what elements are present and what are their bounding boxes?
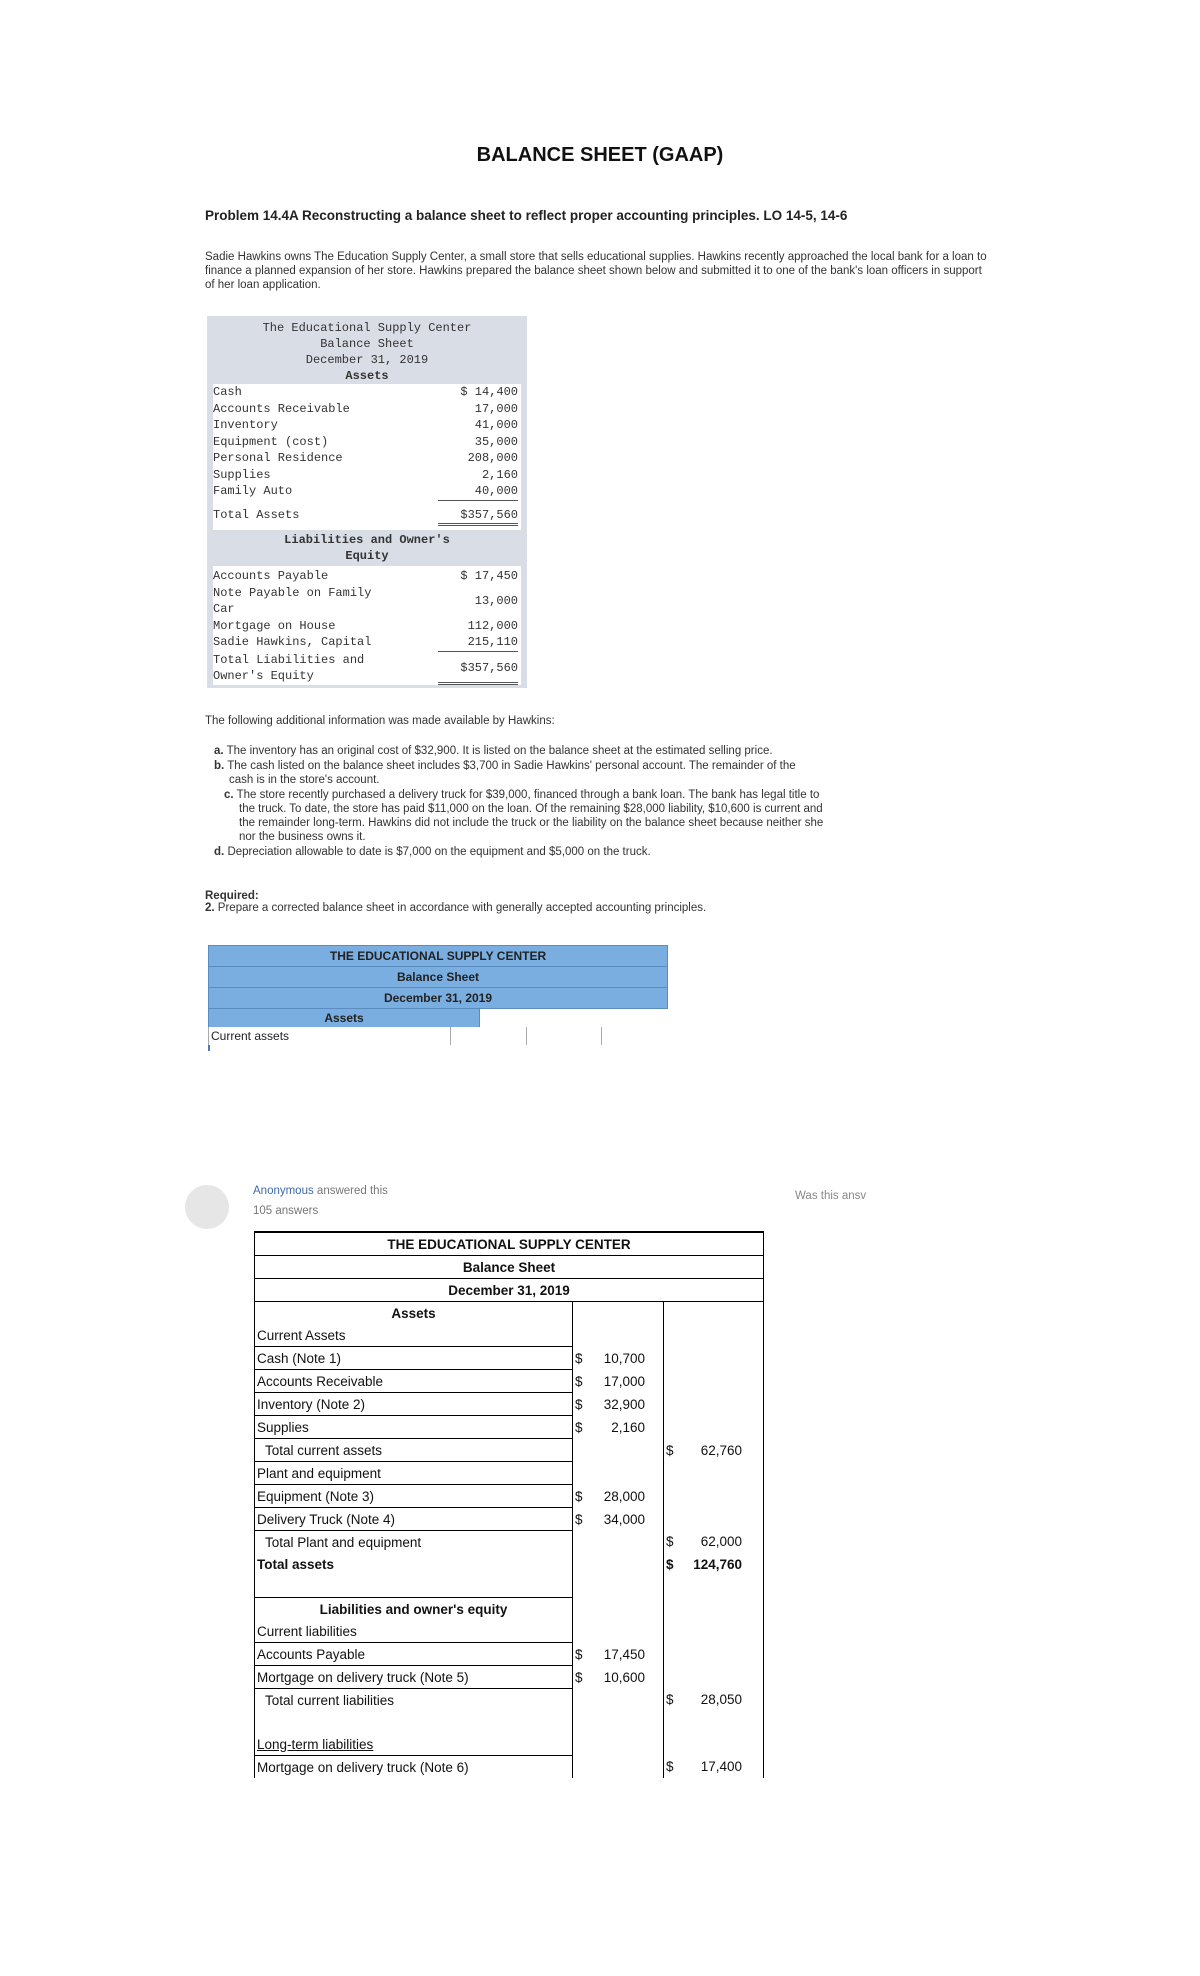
orig-row: Personal Residence 208,000 bbox=[213, 451, 518, 465]
template-company: THE EDUCATIONAL SUPPLY CENTER bbox=[209, 946, 667, 967]
table-row: Inventory (Note 2) $ 32,900 bbox=[255, 1393, 764, 1416]
answer-statement-row: Balance Sheet bbox=[255, 1256, 764, 1279]
table-row: Total current liabilities $ 28,050 bbox=[255, 1689, 764, 1712]
template-current-assets: Current assets bbox=[208, 1027, 450, 1045]
table-row: Total Plant and equipment $ 62,000 bbox=[255, 1531, 764, 1554]
table-row: Plant and equipment bbox=[255, 1462, 764, 1485]
orig-row: Accounts Payable $ 17,450 bbox=[213, 569, 518, 583]
page-title: BALANCE SHEET (GAAP) bbox=[476, 144, 724, 166]
orig-row: Note Payable on Family Car 13,000 bbox=[213, 585, 518, 616]
table-row: Supplies $ 2,160 bbox=[255, 1416, 764, 1439]
table-row bbox=[255, 1575, 764, 1598]
table-row: Mortgage on delivery truck (Note 6) $ 17,400 bbox=[255, 1756, 764, 1779]
helpful-prompt: Was this ansv bbox=[795, 1190, 867, 1202]
orig-row: Supplies 2,160 bbox=[213, 467, 518, 482]
orig-assets-heading: Assets bbox=[345, 369, 389, 383]
info-item-b: b. The cash listed on the balance sheet includes $3,700 in Sadie Hawkins' personal account. The remainder of the cash is in the store's account. bbox=[214, 760, 796, 786]
table-row bbox=[255, 1711, 764, 1733]
orig-row: Inventory 41,000 bbox=[213, 418, 518, 432]
orig-total-assets: Total Assets $357,560 bbox=[213, 507, 521, 527]
required-section bbox=[205, 890, 706, 914]
table-row: Liabilities and owner's equity bbox=[255, 1598, 764, 1621]
orig-row: Mortgage on House 112,000 bbox=[213, 618, 518, 633]
template-assets-heading: Assets bbox=[208, 1009, 480, 1027]
answer-count: 105 answers bbox=[253, 1205, 319, 1217]
problem-intro: Sadie Hawkins owns The Education Supply Center, a small store that sells educational supplies. Hawkins recently approached the local bank for a loan to finance a planned expansion of her store. Hawkins prepared the balance sheet shown below and submitted it to one of the bank's loan officers in support of her loan application. bbox=[205, 251, 987, 291]
answer-assets-heading-row: Assets bbox=[255, 1302, 764, 1325]
original-balance-sheet bbox=[207, 316, 527, 688]
table-row: Total assets $ 124,760 bbox=[255, 1553, 764, 1575]
answerer-name[interactable]: Anonymous bbox=[253, 1185, 314, 1197]
template-input-cell[interactable] bbox=[601, 1027, 668, 1045]
table-row: Accounts Payable $ 17,450 bbox=[255, 1643, 764, 1666]
template-header bbox=[208, 945, 668, 1009]
template-input-cell[interactable] bbox=[450, 1027, 526, 1045]
required-label: Required: bbox=[205, 890, 259, 902]
orig-row: Equipment (cost) 35,000 bbox=[213, 434, 518, 449]
orig-row: Sadie Hawkins, Capital 215,110 bbox=[213, 634, 521, 652]
template-edge bbox=[208, 1045, 668, 1051]
table-row: Accounts Receivable $ 17,000 bbox=[255, 1370, 764, 1393]
answer-balance-sheet bbox=[254, 1231, 764, 1778]
table-row: Current Assets bbox=[255, 1324, 764, 1347]
answer-date-row: December 31, 2019 bbox=[255, 1279, 764, 1302]
template-row bbox=[208, 1027, 668, 1045]
orig-row: Family Auto 40,000 bbox=[213, 483, 521, 501]
orig-body bbox=[213, 384, 521, 685]
answer-meta bbox=[253, 1181, 388, 1221]
info-item-c: c. The store recently purchased a delivery truck for $39,000, financed through a bank loan. The bank has legal title to the truck. To date, the store has paid $11,000 on the loan. Of the remaining $28,000 liability, $10,600 is current and the remainder long-term. Hawkins did not include the truck or the liability on the balance sheet because neither she nor the business owns it. bbox=[224, 789, 824, 843]
info-item-d: d. Depreciation allowable to date is $7,000 on the equipment and $5,000 on the truck. bbox=[214, 846, 651, 858]
avatar bbox=[185, 1185, 229, 1229]
orig-company: The Educational Supply Center bbox=[262, 321, 472, 335]
template-balance-sheet bbox=[208, 945, 668, 1051]
additional-info-intro: The following additional information was made available by Hawkins: bbox=[205, 715, 555, 727]
orig-statement: Balance Sheet bbox=[320, 337, 414, 351]
orig-liab-heading: Liabilities and Owner's Equity bbox=[213, 530, 521, 566]
table-row: Total current assets $ 62,760 bbox=[255, 1439, 764, 1462]
template-input-cell[interactable] bbox=[526, 1027, 602, 1045]
answer-company-row: THE EDUCATIONAL SUPPLY CENTER bbox=[255, 1232, 764, 1256]
template-date: December 31, 2019 bbox=[383, 991, 493, 1005]
table-row: Delivery Truck (Note 4) $ 34,000 bbox=[255, 1508, 764, 1531]
info-item-a: a. The inventory has an original cost of $32,900. It is listed on the balance sheet at the estimated selling price. bbox=[214, 745, 773, 757]
table-row: Current liabilities bbox=[255, 1620, 764, 1643]
table-row: Mortgage on delivery truck (Note 5) $ 10,600 bbox=[255, 1666, 764, 1689]
table-row: Long-term liabilities bbox=[255, 1733, 764, 1756]
problem-title: Problem 14.4A Reconstructing a balance sheet to reflect proper accounting principles. LO 14-5, 14-6 bbox=[205, 208, 848, 223]
required-text: 2. Prepare a corrected balance sheet in accordance with generally accepted accounting principles. bbox=[205, 902, 707, 914]
orig-row: Accounts Receivable 17,000 bbox=[213, 401, 518, 416]
additional-info-list bbox=[214, 744, 989, 860]
answered-text: answered this bbox=[313, 1185, 388, 1197]
orig-total-liab: Total Liabilities and Owner's Equity $357,560 bbox=[213, 652, 518, 683]
orig-row: Cash $ 14,400 bbox=[213, 385, 518, 399]
template-statement: Balance Sheet bbox=[209, 967, 667, 988]
orig-date: December 31, 2019 bbox=[305, 353, 429, 367]
table-row: Cash (Note 1) $ 10,700 bbox=[255, 1347, 764, 1370]
table-row: Equipment (Note 3) $ 28,000 bbox=[255, 1485, 764, 1508]
